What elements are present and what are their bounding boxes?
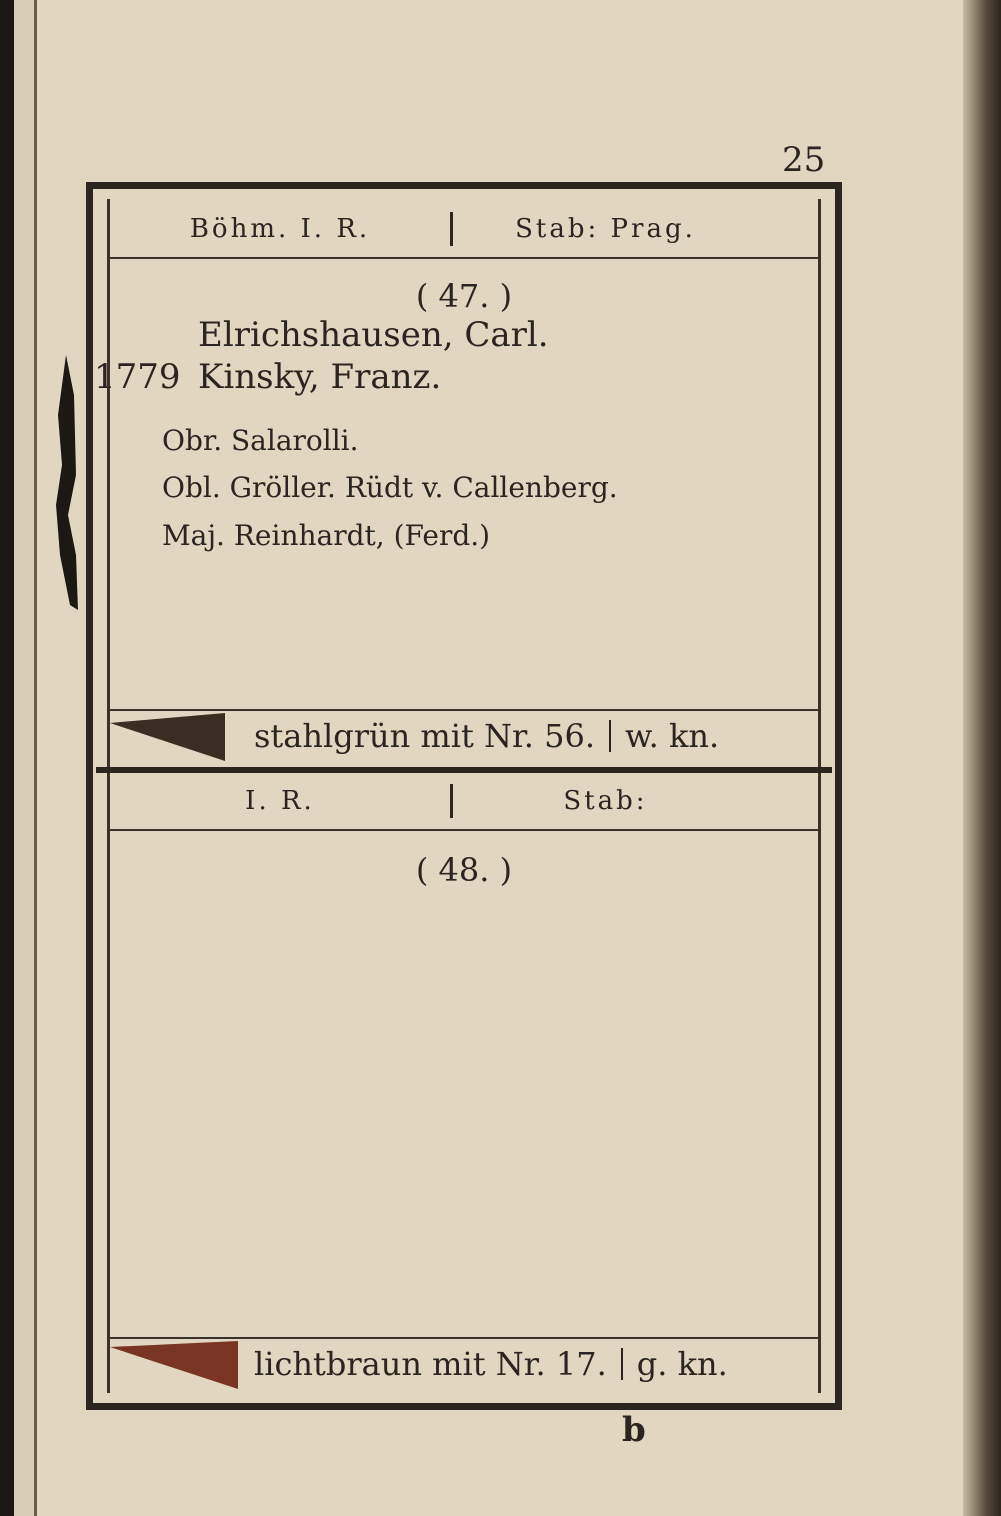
section-47-officer-2: Obl. Gröller. Rüdt v. Callenberg. [162, 471, 618, 504]
section-48-facing-color: lichtbraun mit Nr. 17. [254, 1345, 607, 1383]
section-47-footer [110, 709, 818, 761]
bookmark-ribbon-icon [52, 355, 82, 615]
section-47-officer-1: Obr. Salarolli. [162, 424, 359, 457]
section-48-footer [110, 1337, 818, 1389]
section-47-officer-3: Maj. Reinhardt, (Ferd.) [162, 519, 491, 552]
register-frame [86, 182, 842, 1410]
footer-separator [621, 1348, 623, 1380]
section-48-buttons: g. kn. [636, 1345, 728, 1383]
section-47-number: ( 47. ) [415, 277, 513, 315]
footer-separator [609, 720, 611, 752]
signature-mark: b [622, 1410, 646, 1450]
section-48-number: ( 48. ) [415, 851, 513, 889]
section-47-facing-flag-icon [110, 711, 240, 761]
spine-shadow-line [34, 0, 37, 1516]
section-48-header [110, 773, 818, 831]
section-48-regiment: I. R. [245, 786, 315, 816]
section-47-header [110, 201, 818, 259]
section-48-facing-flag-icon [110, 1339, 240, 1389]
section-47-regiment: Böhm. I. R. [189, 214, 371, 244]
section-47-facing-color: stahlgrün mit Nr. 56. [254, 717, 595, 755]
page-number: 25 [782, 140, 826, 180]
page-edge [963, 0, 1001, 1516]
book-spine [0, 0, 14, 1516]
section-47-owner: Elrichshausen, Carl. [198, 315, 549, 355]
section-47-staff: Stab: Prag. [515, 214, 696, 244]
section-47-buttons: w. kn. [625, 717, 720, 755]
section-47-colonel: Kinsky, Franz. [198, 357, 442, 397]
section-48-staff: Stab: [563, 786, 648, 816]
section-47-year: 1779 [94, 357, 181, 397]
register-inner [94, 199, 821, 1393]
